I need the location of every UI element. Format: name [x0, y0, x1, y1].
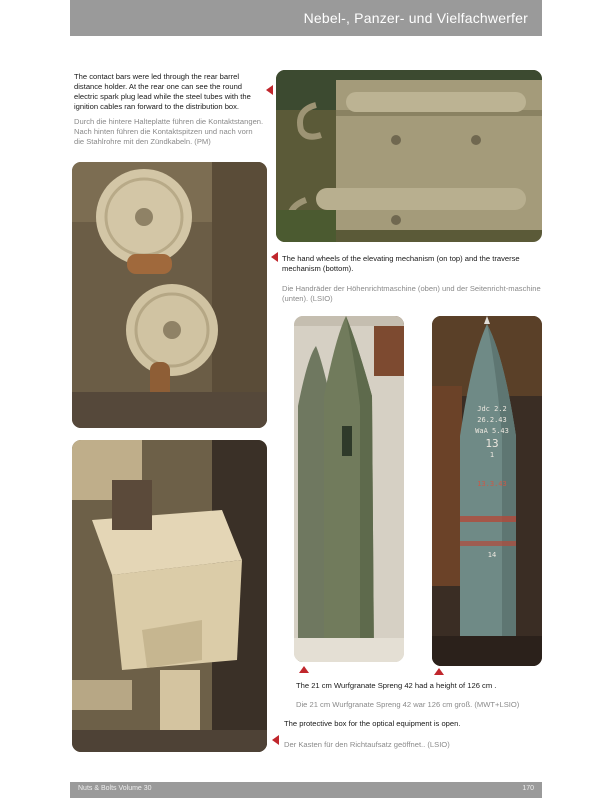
caption-contact-de: Durch die hintere Haltеplatte führen die Kontaktstangen. Nach hinten führen die Kontaktspitzen und nach vorn die Stahlrohre mit den Zündkabeln. (PM)	[74, 117, 264, 146]
caption-wheels-en: The hand wheels of the elevating mechanism (on top) and the traverse mechanism (bottom).	[282, 254, 520, 273]
caption-pointer-arrow	[299, 666, 309, 673]
caption-box-de: Der Kasten für den Richtaufsatz geöffnet.. (LSIO)	[284, 740, 450, 749]
caption-pointer-arrow	[434, 668, 444, 675]
photo-shell-outdoor	[432, 316, 542, 666]
photo-contact-rods	[276, 70, 542, 242]
caption-box-en: The protective box for the optical equipment is open.	[284, 719, 461, 728]
shell-marking: 13.3.43	[477, 480, 507, 488]
page-footer	[70, 782, 542, 798]
caption-pointer-arrow	[272, 735, 279, 745]
caption-shell-de: Die 21 cm Wurfgranate Spreng 42 war 126 cm groß. (MWT+LSIO)	[296, 700, 520, 709]
photo-shell-museum	[294, 316, 404, 662]
caption-pointer-arrow	[266, 85, 273, 95]
shell-marking: 26.2.43	[477, 416, 507, 424]
caption-contact-en: The contact bars were led through the rear barrel distance holder. At the rear one can see the round electric spark plug lead while the steel tubes with the ignition cables ran forward to the distribution box.	[74, 72, 251, 111]
photo-hand-wheels	[72, 162, 267, 428]
shell-marking: 1	[489, 451, 495, 459]
shell-marking: 14	[487, 551, 497, 559]
shell-marking: Jdc 2.2	[477, 405, 507, 413]
caption-pointer-arrow	[271, 252, 278, 262]
page-number: 170	[522, 785, 534, 792]
page-title: Nebel-, Panzer- und Vielfachwerfer	[303, 10, 528, 26]
publication-name: Nuts & Bolts Volume 30	[78, 785, 152, 792]
shell-marking: 13	[485, 437, 499, 450]
caption-shell-en: The 21 cm Wurfgranate Spreng 42 had a height of 126 cm .	[296, 681, 497, 690]
page-header	[70, 0, 542, 36]
caption-wheels-de: Die Handräder der Höhenrichtmaschine (oben) und der Seitenricht-maschine (unten). (LSIO)	[282, 284, 541, 303]
shell-marking: WaA 5.43	[475, 427, 509, 435]
photo-protective-box	[72, 440, 267, 752]
